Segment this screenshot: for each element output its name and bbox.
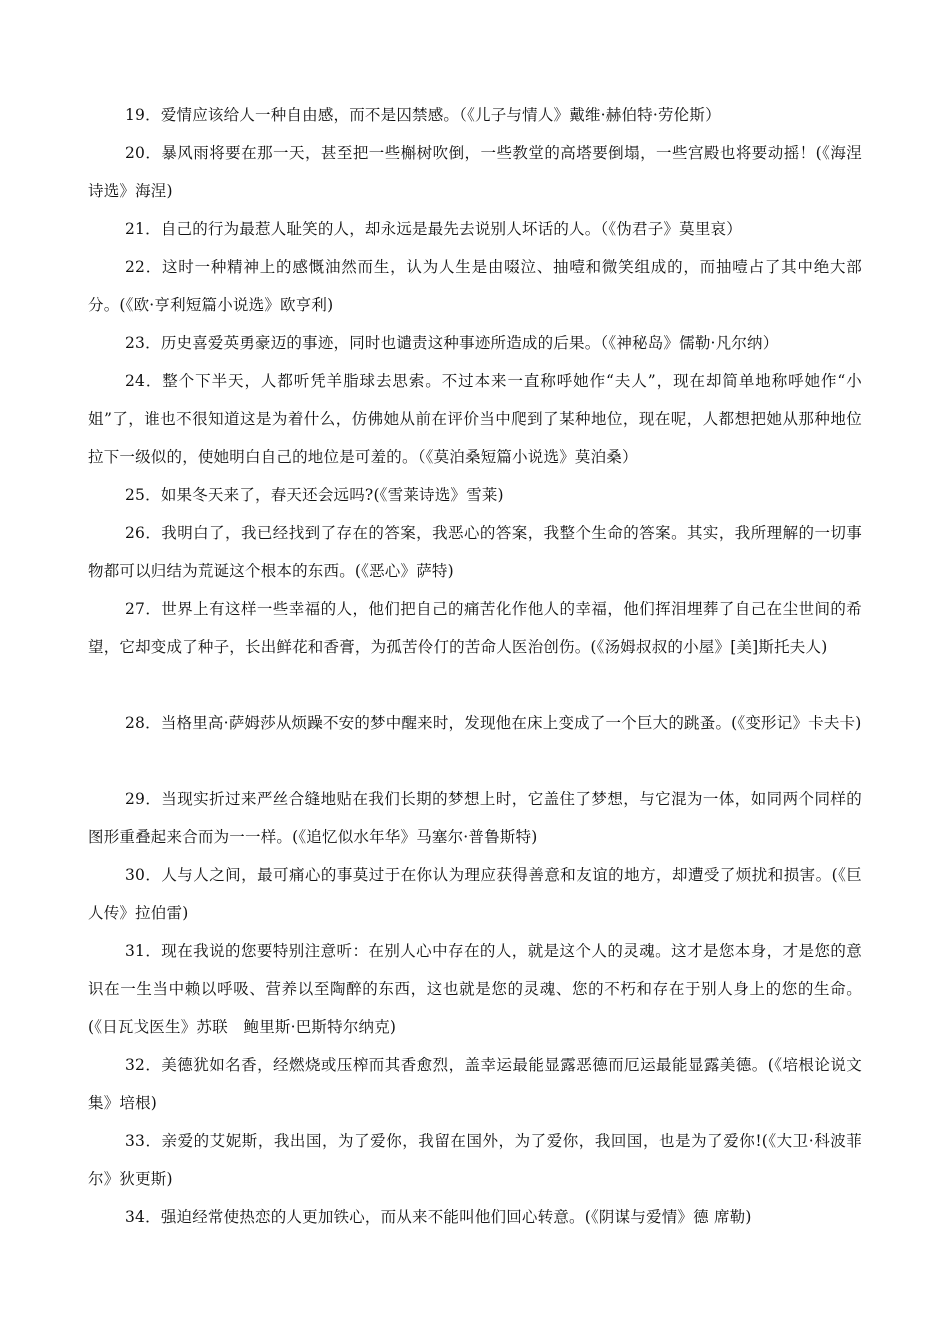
quote-number: 33 [125, 1132, 146, 1150]
quote-31: 31．现在我说的您要特别注意听：在别人心中存在的人，就是这个人的灵魂。这才是您本身，才是您的意识在一生当中赖以呼吸、营养以至陶醉的东西，这也就是您的灵魂、您的不朽和存在于别人身上的您的生命。(《日瓦戈医生》苏联 鲍里斯·巴斯特尔纳克) [88, 942, 862, 1036]
quote-text: 如果冬天来了，春天还会远吗?(《雪莱诗选》雪莱) [160, 486, 504, 504]
quote-24: 24．整个下半天，人都听凭羊脂球去思索。不过本来一直称呼她作“夫人”，现在却简单地称呼她作“小姐”了，谁也不很知道这是为着什么，仿佛她从前在评价当中爬到了某种地位，现在呢，人都想把她从那种地位拉下一级似的，使她明白自己的地位是可羞的。（《莫泊桑短篇小说选》莫泊桑） [88, 372, 862, 466]
quote-number: 30 [125, 866, 146, 884]
quote-text: 自己的行为最惹人耻笑的人，却永远是最先去说别人坏话的人。（《伪君子》莫里哀） [160, 220, 742, 238]
quote-text: 爱情应该给人一种自由感，而不是囚禁感。（《儿子与情人》戴维·赫伯特·劳伦斯） [160, 106, 721, 124]
quote-number: 19 [125, 106, 146, 124]
quote-text: 世界上有这样一些幸福的人，他们把自己的痛苦化作他人的幸福，他们挥泪埋葬了自己在尘世间的希望，它却变成了种子，长出鲜花和香膏，为孤苦伶仃的苦命人医治创伤。(《汤姆叔叔的小屋》[美]斯托夫人) [88, 600, 862, 656]
quote-text: 亲爱的艾妮斯，我出国，为了爱你，我留在国外，为了爱你，我回国，也是为了爱你!(《大卫·科波菲尔》狄更斯) [88, 1132, 863, 1188]
quote-number: 21 [125, 220, 146, 238]
quote-33: 33．亲爱的艾妮斯，我出国，为了爱你，我留在国外，为了爱你，我回国，也是为了爱你!(《大卫·科波菲尔》狄更斯) [88, 1132, 863, 1188]
quote-text: 美德犹如名香，经燃烧或压榨而其香愈烈，盖幸运最能显露恶德而厄运最能显露美德。(《培根论说文集》培根) [88, 1056, 862, 1112]
quote-number: 26 [125, 524, 146, 542]
quote-number: 31 [125, 942, 146, 960]
quote-34: 34．强迫经常使热恋的人更加铁心，而从来不能叫他们回心转意。(《阴谋与爱情》德 席勒) [125, 1208, 752, 1226]
quote-27: 27．世界上有这样一些幸福的人，他们把自己的痛苦化作他人的幸福，他们挥泪埋葬了自己在尘世间的希望，它却变成了种子，长出鲜花和香膏，为孤苦伶仃的苦命人医治创伤。(《汤姆叔叔的小屋》[美]斯托夫人) [88, 600, 862, 656]
quote-number: 29 [125, 790, 146, 808]
quote-text: 强迫经常使热恋的人更加铁心，而从来不能叫他们回心转意。(《阴谋与爱情》德 席勒) [160, 1208, 752, 1226]
quote-text: 人与人之间，最可痛心的事莫过于在你认为理应获得善意和友谊的地方，却遭受了烦扰和损害。(《巨人传》拉伯雷) [88, 866, 862, 922]
quote-text: 当格里高·萨姆莎从烦躁不安的梦中醒来时，发现他在床上变成了一个巨大的跳蚤。(《变形记》卡夫卡) [160, 714, 862, 732]
quote-text: 我明白了，我已经找到了存在的答案，我恶心的答案，我整个生命的答案。其实，我所理解的一切事物都可以归结为荒诞这个根本的东西。(《恶心》萨特) [88, 524, 862, 580]
quote-number: 22 [125, 258, 146, 276]
quote-32: 32．美德犹如名香，经燃烧或压榨而其香愈烈，盖幸运最能显露恶德而厄运最能显露美德。(《培根论说文集》培根) [88, 1056, 862, 1112]
quote-text: 历史喜爱英勇豪迈的事迹，同时也谴责这种事迹所造成的后果。（《神秘岛》儒勒·凡尔纳） [160, 334, 779, 352]
quote-number: 32 [125, 1056, 146, 1074]
quote-number: 27 [125, 600, 146, 618]
quote-number: 34 [125, 1208, 146, 1226]
quote-19: 19．爱情应该给人一种自由感，而不是囚禁感。（《儿子与情人》戴维·赫伯特·劳伦斯） [125, 106, 721, 124]
quote-22: 22．这时一种精神上的感慨油然而生，认为人生是由啜泣、抽噎和微笑组成的，而抽噎占了其中绝大部分。(《欧·亨利短篇小说选》欧亨利) [88, 258, 862, 314]
quote-21: 21．自己的行为最惹人耻笑的人，却永远是最先去说别人坏话的人。（《伪君子》莫里哀） [125, 220, 742, 238]
quote-23: 23．历史喜爱英勇豪迈的事迹，同时也谴责这种事迹所造成的后果。（《神秘岛》儒勒·凡尔纳） [125, 334, 779, 352]
quote-26: 26．我明白了，我已经找到了存在的答案，我恶心的答案，我整个生命的答案。其实，我所理解的一切事物都可以归结为荒诞这个根本的东西。(《恶心》萨特) [88, 524, 862, 580]
quote-20: 20．暴风雨将要在那一天，甚至把一些槲树吹倒，一些教堂的高塔要倒塌，一些宫殿也将要动摇！(《海涅诗选》海涅) [88, 144, 862, 200]
quote-text: 现在我说的您要特别注意听：在别人心中存在的人，就是这个人的灵魂。这才是您本身，才是您的意识在一生当中赖以呼吸、营养以至陶醉的东西，这也就是您的灵魂、您的不朽和存在于别人身上的您的生命。(《日瓦戈医生》苏联 鲍里斯·巴斯特尔纳克) [88, 942, 862, 1036]
quote-number: 24 [125, 372, 146, 390]
quote-text: 暴风雨将要在那一天，甚至把一些槲树吹倒，一些教堂的高塔要倒塌，一些宫殿也将要动摇！(《海涅诗选》海涅) [88, 144, 862, 200]
quote-number: 28 [125, 714, 146, 732]
quote-29: 29．当现实折过来严丝合缝地贴在我们长期的梦想上时，它盖住了梦想，与它混为一体，如同两个同样的图形重叠起来合而为一一样。(《追忆似水年华》马塞尔·普鲁斯特) [88, 790, 862, 846]
quote-number: 23 [125, 334, 146, 352]
quote-25: 25．如果冬天来了，春天还会远吗?(《雪莱诗选》雪莱) [125, 486, 504, 504]
quote-28: 28．当格里高·萨姆莎从烦躁不安的梦中醒来时，发现他在床上变成了一个巨大的跳蚤。(《变形记》卡夫卡) [125, 714, 862, 732]
quote-30: 30．人与人之间，最可痛心的事莫过于在你认为理应获得善意和友谊的地方，却遭受了烦扰和损害。(《巨人传》拉伯雷) [88, 866, 862, 922]
quote-number: 20 [125, 144, 146, 162]
quote-text: 当现实折过来严丝合缝地贴在我们长期的梦想上时，它盖住了梦想，与它混为一体，如同两个同样的图形重叠起来合而为一一样。(《追忆似水年华》马塞尔·普鲁斯特) [88, 790, 862, 846]
quote-text: 这时一种精神上的感慨油然而生，认为人生是由啜泣、抽噎和微笑组成的，而抽噎占了其中绝大部分。(《欧·亨利短篇小说选》欧亨利) [88, 258, 862, 314]
quote-number: 25 [125, 486, 146, 504]
quote-text: 整个下半天，人都听凭羊脂球去思索。不过本来一直称呼她作“夫人”，现在却简单地称呼她作“小姐”了，谁也不很知道这是为着什么，仿佛她从前在评价当中爬到了某种地位，现在呢，人都想把她从那种地位拉下一级似的，使她明白自己的地位是可羞的。（《莫泊桑短篇小说选》莫泊桑） [88, 372, 862, 466]
